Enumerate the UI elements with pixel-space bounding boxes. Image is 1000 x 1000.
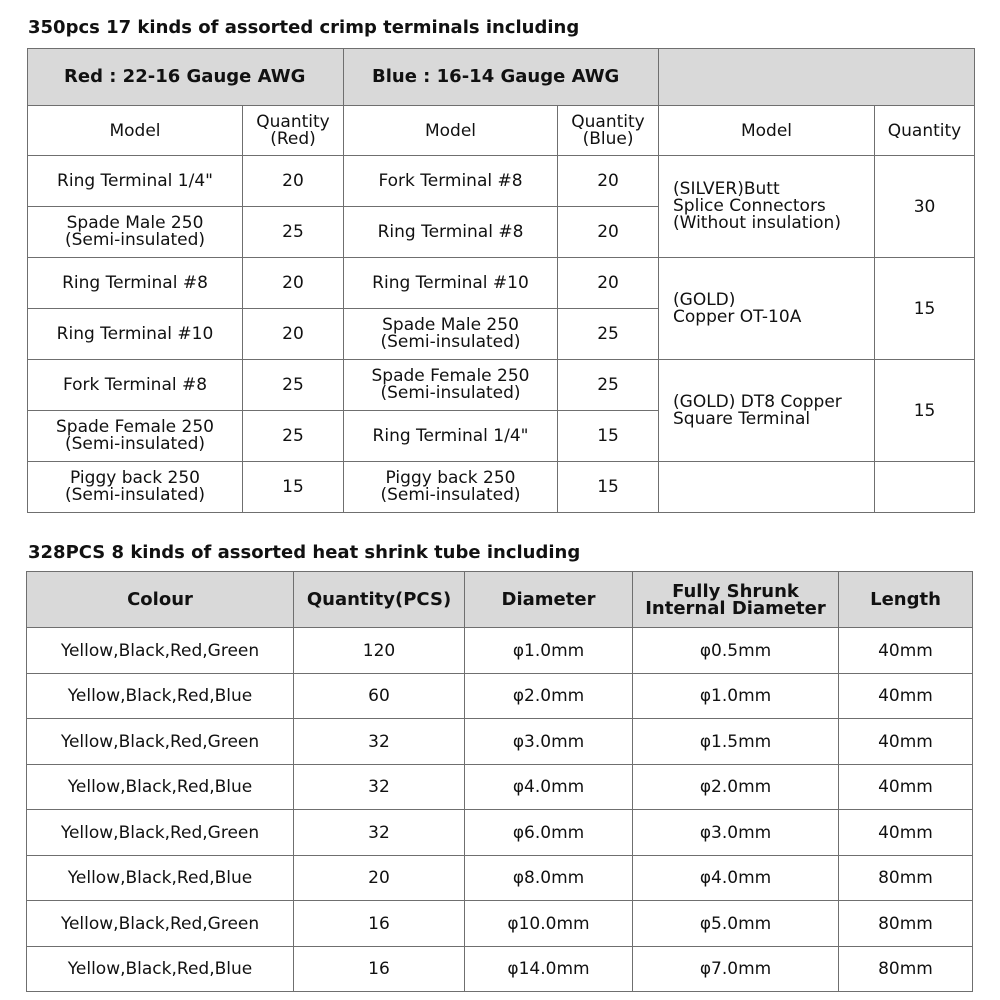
shrunk-diameter-header — [633, 572, 839, 628]
model-line: Piggy back 250 — [385, 468, 516, 488]
blue-model-header: Model — [344, 106, 558, 156]
red-quantity-cell: 25 — [243, 207, 344, 258]
blue-gauge-header: Blue : 16-14 Gauge AWG — [344, 49, 659, 106]
model-line: Ring Terminal #8 — [62, 272, 208, 293]
blue-quantity-cell: 20 — [558, 258, 659, 309]
diameter-cell: φ4.0mm — [465, 765, 633, 810]
blue-quantity-cell: 20 — [558, 207, 659, 258]
length-cell: 40mm — [839, 674, 973, 719]
quantity-cell: 32 — [294, 719, 465, 765]
model-line: Ring Terminal #8 — [377, 221, 524, 242]
header-line: Fully Shrunk — [672, 580, 799, 602]
shrunk-diameter-cell: φ4.0mm — [633, 856, 839, 901]
quantity-cell: 20 — [294, 856, 465, 901]
model-line: Spade Female 250 — [371, 366, 530, 386]
model-line: Piggy back 250 — [70, 468, 200, 488]
header-line: Quantity — [256, 111, 330, 132]
quantity-cell: 120 — [294, 628, 465, 674]
model-line: (Semi-insulated) — [64, 434, 206, 454]
other-model-cell — [659, 462, 875, 513]
model-line: Fork Terminal #8 — [62, 374, 208, 395]
other-quantity-cell: 30 — [875, 156, 975, 258]
red-model-header: Model — [28, 106, 243, 156]
blue-quantity-header — [558, 106, 659, 156]
model-line: Ring Terminal #10 — [56, 323, 214, 344]
shrunk-diameter-cell: φ5.0mm — [633, 901, 839, 947]
colour-cell: Yellow,Black,Red,Green — [27, 628, 294, 674]
blue-quantity-cell: 20 — [558, 156, 659, 207]
diameter-cell: φ1.0mm — [465, 628, 633, 674]
quantity-cell: 16 — [294, 947, 465, 992]
table-row — [27, 947, 973, 992]
model-line: (Without insulation) — [673, 213, 841, 233]
colour-cell: Yellow,Black,Red,Blue — [27, 856, 294, 901]
length-header: Length — [839, 572, 973, 628]
red-quantity-cell: 25 — [243, 360, 344, 411]
crimp-terminal-table — [27, 48, 975, 513]
colour-cell: Yellow,Black,Red,Blue — [27, 947, 294, 992]
blue-model-cell — [344, 156, 558, 207]
blue-quantity-cell: 15 — [558, 462, 659, 513]
quantity-cell: 32 — [294, 810, 465, 856]
model-line: (Semi-insulated) — [380, 383, 521, 403]
length-cell: 40mm — [839, 719, 973, 765]
other-model-header: Model — [659, 106, 875, 156]
red-quantity-cell: 15 — [243, 462, 344, 513]
model-line: Spade Male 250 — [66, 213, 204, 233]
blue-model-cell — [344, 207, 558, 258]
other-quantity-header: Quantity — [875, 106, 975, 156]
model-line: Spade Male 250 — [382, 315, 519, 335]
red-model-cell — [28, 309, 243, 360]
model-line: Fork Terminal #8 — [378, 170, 523, 191]
model-line: Copper OT-10A — [673, 306, 802, 327]
model-line: Spade Female 250 — [56, 417, 214, 437]
other-quantity-cell: 15 — [875, 360, 975, 462]
diameter-cell: φ3.0mm — [465, 719, 633, 765]
model-line: Ring Terminal 1/4" — [372, 425, 529, 446]
red-model-cell — [28, 207, 243, 258]
red-model-cell — [28, 360, 243, 411]
table-row — [27, 674, 973, 719]
diameter-cell: φ14.0mm — [465, 947, 633, 992]
table-row — [27, 810, 973, 856]
red-gauge-header: Red : 22-16 Gauge AWG — [28, 49, 344, 106]
blue-model-cell — [344, 360, 558, 411]
crimp-section-title: 350pcs 17 kinds of assorted crimp terminals including — [28, 17, 580, 38]
table-row — [28, 156, 975, 207]
red-model-cell — [28, 156, 243, 207]
table-row — [28, 360, 975, 411]
blue-model-cell — [344, 462, 558, 513]
blue-quantity-cell: 25 — [558, 309, 659, 360]
header-line: Internal Diameter — [645, 597, 826, 619]
red-quantity-cell: 20 — [243, 156, 344, 207]
blue-model-cell — [344, 309, 558, 360]
model-line: Square Terminal — [673, 408, 811, 429]
model-line: (Semi-insulated) — [380, 332, 521, 352]
heat-shrink-table — [26, 571, 973, 992]
red-model-cell — [28, 258, 243, 309]
model-line: (Semi-insulated) — [380, 485, 521, 505]
header-line: (Blue) — [582, 128, 634, 149]
shrunk-diameter-cell: φ2.0mm — [633, 765, 839, 810]
diameter-cell: φ6.0mm — [465, 810, 633, 856]
model-line: (GOLD) DT8 Copper — [673, 391, 842, 412]
colour-cell: Yellow,Black,Red,Green — [27, 810, 294, 856]
diameter-cell: φ8.0mm — [465, 856, 633, 901]
table-row — [27, 856, 973, 901]
model-line: (SILVER)Butt — [673, 179, 780, 199]
shrunk-diameter-cell: φ1.5mm — [633, 719, 839, 765]
header-line: (Red) — [270, 128, 316, 149]
model-line: Ring Terminal 1/4" — [57, 170, 213, 191]
table-row — [28, 462, 975, 513]
other-model-cell — [659, 360, 875, 462]
quantity-cell: 16 — [294, 901, 465, 947]
quantity-cell: 60 — [294, 674, 465, 719]
diameter-cell: φ10.0mm — [465, 901, 633, 947]
model-line: (Semi-insulated) — [64, 230, 206, 250]
red-quantity-cell: 25 — [243, 411, 344, 462]
table-row — [27, 628, 973, 674]
other-model-cell — [659, 156, 875, 258]
other-group-header — [659, 49, 975, 106]
table-row — [28, 258, 975, 309]
quantity-header: Quantity(PCS) — [294, 572, 465, 628]
quantity-cell: 32 — [294, 765, 465, 810]
colour-header: Colour — [27, 572, 294, 628]
length-cell: 80mm — [839, 856, 973, 901]
other-model-cell — [659, 258, 875, 360]
length-cell: 40mm — [839, 628, 973, 674]
model-line: Ring Terminal #10 — [372, 272, 529, 293]
length-cell: 40mm — [839, 810, 973, 856]
blue-quantity-cell: 15 — [558, 411, 659, 462]
other-quantity-cell — [875, 462, 975, 513]
other-quantity-cell: 15 — [875, 258, 975, 360]
heat-shrink-section-title: 328PCS 8 kinds of assorted heat shrink tube including — [28, 542, 581, 563]
colour-cell: Yellow,Black,Red,Green — [27, 719, 294, 765]
red-quantity-header — [243, 106, 344, 156]
red-model-cell — [28, 411, 243, 462]
blue-model-cell — [344, 411, 558, 462]
length-cell: 80mm — [839, 947, 973, 992]
diameter-cell: φ2.0mm — [465, 674, 633, 719]
table-row — [27, 901, 973, 947]
blue-quantity-cell: 25 — [558, 360, 659, 411]
diameter-header: Diameter — [465, 572, 633, 628]
colour-cell: Yellow,Black,Red,Blue — [27, 765, 294, 810]
colour-cell: Yellow,Black,Red,Green — [27, 901, 294, 947]
shrunk-diameter-cell: φ3.0mm — [633, 810, 839, 856]
red-quantity-cell: 20 — [243, 258, 344, 309]
red-model-cell — [28, 462, 243, 513]
blue-model-cell — [344, 258, 558, 309]
model-line: (GOLD) — [673, 289, 736, 310]
table-row — [27, 765, 973, 810]
red-quantity-cell: 20 — [243, 309, 344, 360]
shrunk-diameter-cell: φ7.0mm — [633, 947, 839, 992]
length-cell: 80mm — [839, 901, 973, 947]
table-row — [27, 719, 973, 765]
length-cell: 40mm — [839, 765, 973, 810]
header-line: Quantity — [571, 111, 645, 132]
model-line: (Semi-insulated) — [64, 485, 206, 505]
shrunk-diameter-cell: φ0.5mm — [633, 628, 839, 674]
colour-cell: Yellow,Black,Red,Blue — [27, 674, 294, 719]
model-line: Splice Connectors — [673, 196, 826, 216]
shrunk-diameter-cell: φ1.0mm — [633, 674, 839, 719]
